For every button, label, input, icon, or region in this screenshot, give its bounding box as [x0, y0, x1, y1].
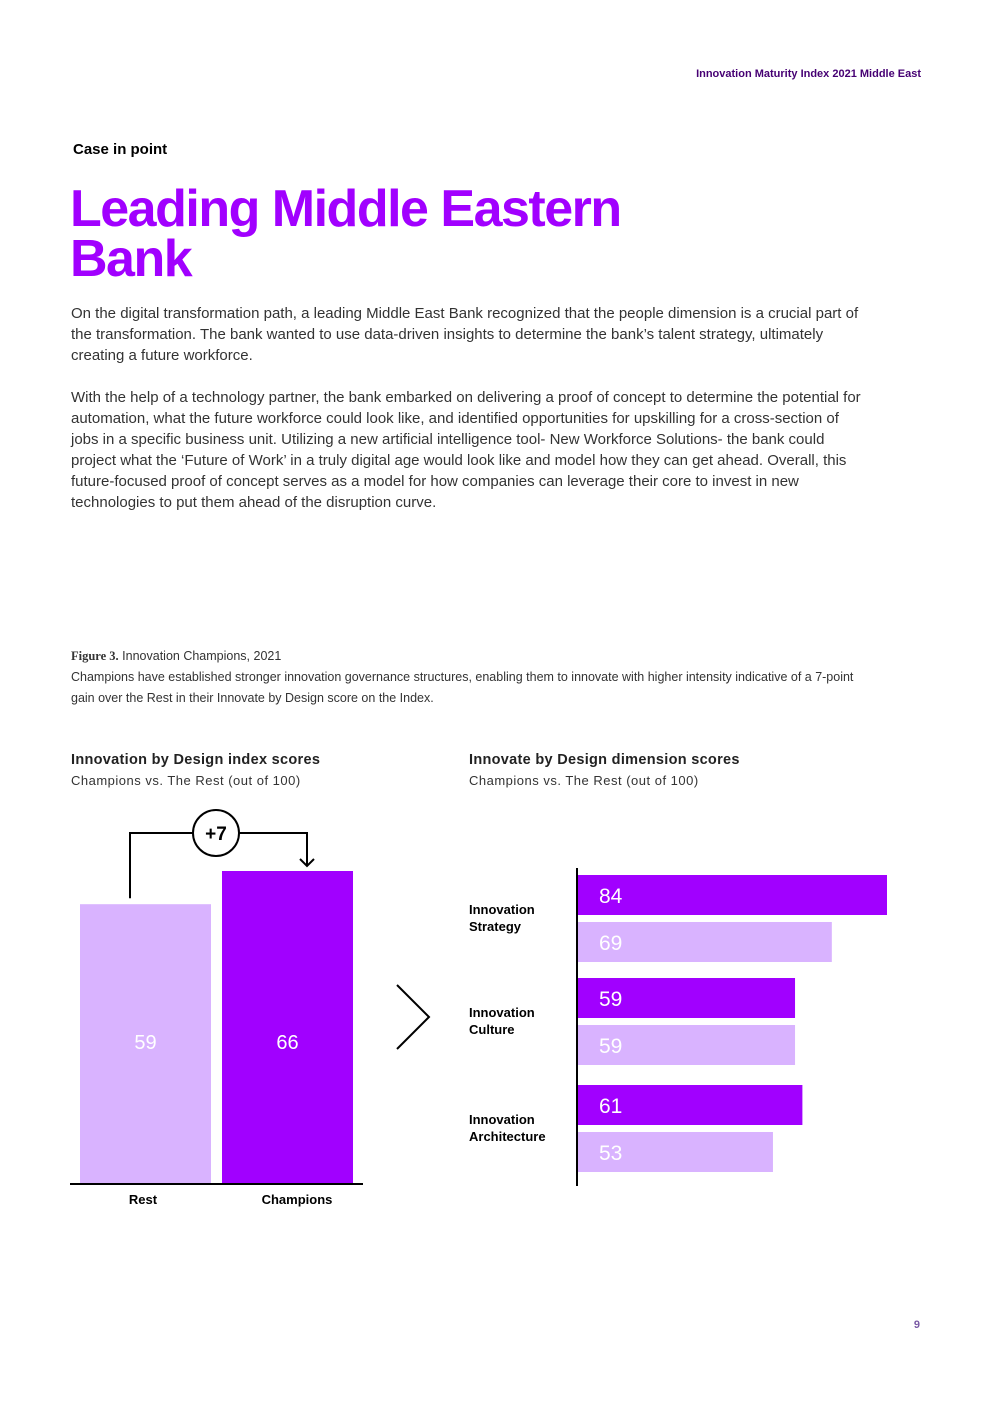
- dimension-score-chart: [460, 860, 940, 1200]
- figure-caption: [71, 646, 871, 709]
- chart2-subtitle: Champions vs. The Rest (out of 100): [469, 773, 699, 788]
- bar-value-innovation-architecture-champions: 61: [599, 1095, 623, 1118]
- dimension-label-innovation-strategy-line-2: Strategy: [469, 919, 522, 934]
- page-headline: Leading Middle Eastern Bank: [70, 180, 621, 288]
- dimension-label-innovation-architecture-line-1: Innovation: [469, 1112, 535, 1127]
- chevron-right-icon: [392, 980, 437, 1055]
- bar-value-innovation-strategy-champions: 84: [599, 885, 623, 908]
- figure-label: Figure 3.: [71, 649, 119, 663]
- figure-title: Innovation Champions, 2021: [122, 649, 282, 663]
- bar-value-champions: 66: [276, 1032, 299, 1054]
- dimension-label-innovation-culture-line-1: Innovation: [469, 1005, 535, 1020]
- category-label-champions: Champions: [261, 1192, 333, 1207]
- category-label-rest: Rest: [128, 1192, 158, 1207]
- body-paragraph-1: On the digital transformation path, a leading Middle East Bank recognized that the people dimension is a crucial part of the transformation. The bank wanted to use data-driven insights to determine the bank’s talent strategy, ultimately creating a future workforce.: [71, 305, 859, 364]
- bar-value-innovation-architecture-rest: 53: [599, 1142, 623, 1165]
- figure-description: Champions have established stronger innovation governance structures, enabling them to innovate with higher intensity indicative of a 7-point gain over the Rest in their Innovate by Design score on the Index.: [71, 670, 854, 705]
- dimension-label-innovation-strategy-line-1: Innovation: [469, 902, 535, 917]
- gain-badge-label: +7: [205, 824, 227, 845]
- bar-innovation-strategy-champions: [578, 875, 887, 915]
- bar-value-innovation-culture-champions: 59: [599, 988, 623, 1011]
- bar-champions: [222, 871, 353, 1184]
- bar-value-innovation-strategy-rest: 69: [599, 932, 623, 955]
- index-score-chart: [0, 800, 400, 1220]
- page-number: 9: [913, 1319, 920, 1331]
- bar-value-rest: 59: [134, 1032, 157, 1054]
- chart1-title: Innovation by Design index scores: [71, 752, 321, 768]
- dimension-label-innovation-culture-line-2: Culture: [469, 1022, 515, 1037]
- chart1-subtitle: Champions vs. The Rest (out of 100): [71, 773, 301, 788]
- dimension-label-innovation-architecture-line-2: Architecture: [469, 1129, 546, 1144]
- report-title: Innovation Maturity Index 2021 Middle East: [696, 68, 921, 80]
- section-eyebrow: Case in point: [73, 141, 168, 158]
- body-paragraph-2: With the help of a technology partner, the bank embarked on delivering a proof of concept to determine the potential for automation, what the future workforce could look like, and identified opportunities for upskilling for a cross-section of jobs in a specific business unit. Utilizing a new artificial intelligence tool- New Workforce Solutions- the bank could project what the ‘Future of Work’ in a truly digital age would look like and model how they can get ahead. Overall, this future-focused proof of concept serves as a model for how companies can leverage their core to invest in new technologies to put them ahead of the disruption curve.: [71, 389, 861, 511]
- chart2-title: Innovate by Design dimension scores: [469, 752, 740, 768]
- bar-value-innovation-culture-rest: 59: [599, 1035, 623, 1058]
